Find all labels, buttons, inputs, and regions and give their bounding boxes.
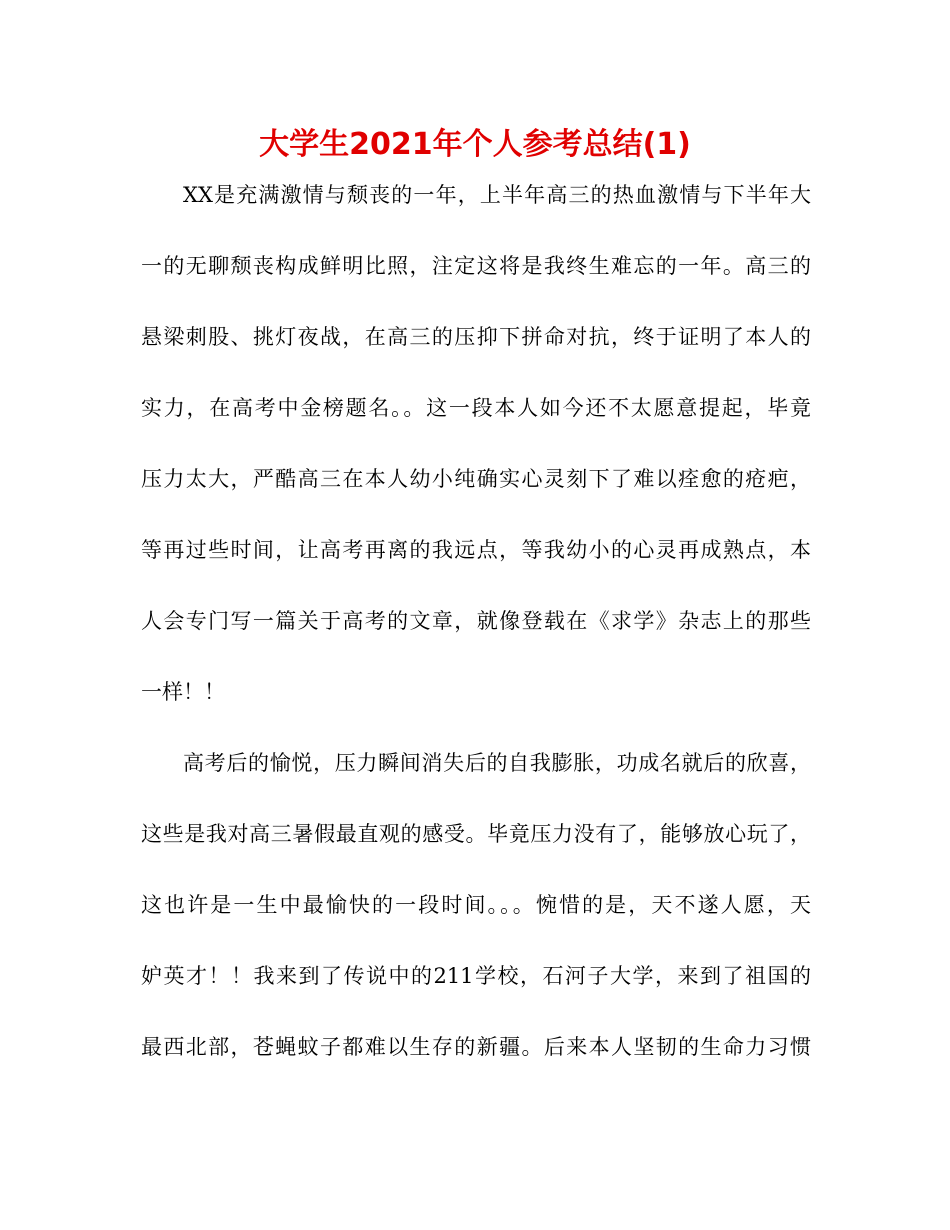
paragraph-1-line-2: 一的无聊颓丧构成鲜明比照，注定这将是我终生难忘的一年。高三的 <box>141 254 811 278</box>
document-title: 大学生2021年个人参考总结(1) <box>259 127 691 162</box>
paragraph-2-line-2: 这些是我对高三暑假最直观的感受。毕竟压力没有了，能够放心玩了， <box>141 822 811 846</box>
paragraph-2-line-3: 这也许是一生中最愉快的一段时间。。。惋惜的是，天不遂人愿，天 <box>141 893 811 917</box>
paragraph-1-line-5: 压力太大，严酷高三在本人幼小纯确实心灵刻下了难以痊愈的疮疤， <box>141 467 811 491</box>
paragraph-1-line-8: 一样！！ <box>141 680 225 704</box>
paragraph-2-line-4: 妒英才！！我来到了传说中的211学校，石河子大学，来到了祖国的 <box>141 964 811 988</box>
paragraph-2-line-1: 高考后的愉悦，压力瞬间消失后的自我膨胀，功成名就后的欣喜， <box>183 751 811 775</box>
paragraph-1-line-1: XX是充满激情与颓丧的一年，上半年高三的热血激情与下半年大 <box>183 183 811 207</box>
paragraph-1-line-7: 人会专门写一篇关于高考的文章，就像登载在《求学》杂志上的那些 <box>141 609 811 633</box>
paragraph-2-line-5: 最西北部，苍蝇蚊子都难以生存的新疆。后来本人坚韧的生命力习惯 <box>141 1035 811 1059</box>
paragraph-1-line-6: 等再过些时间，让高考再离的我远点，等我幼小的心灵再成熟点，本 <box>141 538 811 562</box>
paragraph-1-line-4: 实力，在高考中金榜题名。。这一段本人如今还不太愿意提起，毕竟 <box>141 396 811 420</box>
paragraph-1-line-3: 悬梁刺股、挑灯夜战，在高三的压抑下拼命对抗，终于证明了本人的 <box>141 325 811 349</box>
